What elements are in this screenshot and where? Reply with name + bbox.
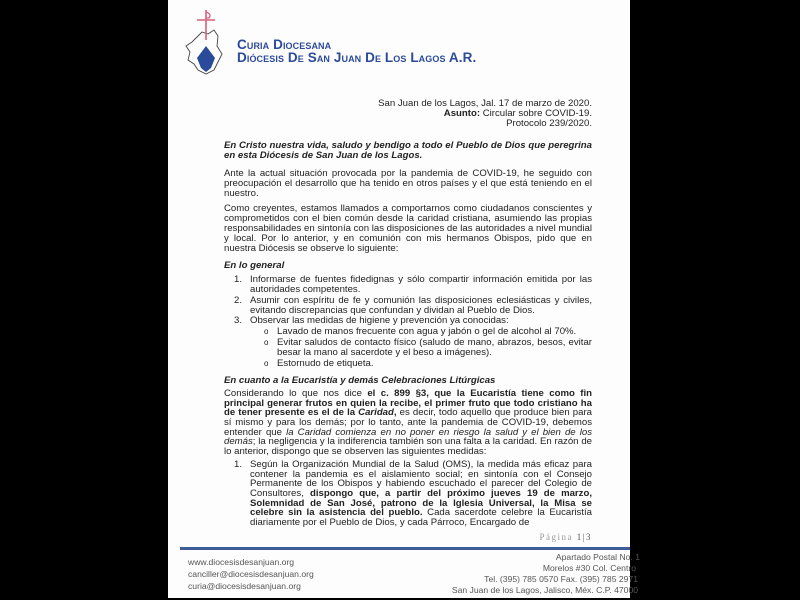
footer-divider: [180, 547, 630, 550]
footer-contacts: [188, 557, 314, 592]
footer-website: www.diocesisdesanjuan.org: [188, 557, 295, 567]
sub-list-item: o Lavado de manos frecuente con agua y jabón o gel de alcohol al 70%.: [264, 326, 577, 338]
sub-list-item: o Evitar saludos de contacto físico (saludo de mano, abrazos, besos, evitar besar la mano al sacerdote y el beso a imágenes).: [264, 336, 592, 358]
general-list: [234, 274, 592, 369]
footer-email-curia: curia@diocesisdesanjuan.org: [188, 580, 301, 591]
sub-list-item: o Estornudo de etiqueta.: [264, 357, 374, 369]
paragraph-2: Como creyentes, estamos llamados a comportarnos como ciudadanos conscientes y comprometidos con el bien común desde la caridad cristiana, asumiendo las propias responsabilidades en sintonía con las disposiciones de las autoridades a nivel mundial y local. Por lo anterior, y en comunión con mis hermanos Obispos, pido que en nuestra Diócesis se observe lo siguiente:: [224, 203, 592, 254]
document-page: [168, 0, 640, 598]
list-item: 3. Observar las medidas de higiene y prevención ya conocidas:: [234, 315, 509, 327]
eucaristia-paragraph: Considerando lo que nos dice el c. 899 §3, que la Eucaristía tiene como fin principal generar frutos en quien la recibe, el primer fruto que todo cristiano ha de tener presente es el de la Caridad, es decir, todo aquello que produce bien para sí mismo y para los demás; por lo tanto, ante la pandemia de COVID-19, debemos entender que la Caridad comienza en no poner en riesgo la salud y el bien de los demás; la negligencia y la indiferencia también son una falta a la caridad. En razón de lo anterior, dispongo que se observen las siguientes medidas:: [224, 388, 593, 457]
subject-label: Asunto:: [443, 107, 481, 119]
protocol: Protocolo 239/2020.: [506, 117, 592, 129]
footer-email-canciller: canciller@diocesisdesanjuan.org: [188, 568, 314, 579]
bullet-icon: o: [264, 327, 269, 337]
paragraph-1: Ante la actual situación provocada por la pandemia de COVID-19, he seguido con preocupación el desarrollo que ha tenido en otros países y el que está teniendo en el nuestro.: [224, 167, 592, 199]
header-title-2: Diócesis De San Juan De Los Lagos A.R.: [237, 50, 477, 65]
eucaristia-item-1: 1. Según la Organización Mundial de la Salud (OMS), la medida más eficaz para contener la pandemia es el aislamiento social; en sintonía con el Consejo Permanente de los Obispos y habiendo escuchado el parecer del Colegio de Consultores, dispongo que, a partir del próximo jueves 19 de marzo, Solemnidad de San José, patrono de la Iglesia Universal, la Misa se celebre sin la asistencia del pueblo. Cada sacerdote celebre la Eucaristía diariamente por el Pueblo de Dios, y cada Párroco, Encargado de: [234, 459, 592, 528]
subject-text: Circular sobre COVID-19.: [480, 107, 592, 119]
letter-body: [224, 95, 592, 542]
bullet-icon: o: [264, 337, 269, 347]
meta-block: [224, 99, 592, 128]
list-item: 2. Asumir con espíritu de fe y comunión las disposiciones eclesiásticas y civiles, evitando discrepancias que confundan y dividan al Pueblo de Dios.: [234, 294, 592, 316]
section-heading-general: En lo general: [224, 260, 285, 272]
footer-address: Apartado Postal No. 1 Morelos #30 Col. Centro Tel. (395) 785 0570 Fax. (395) 785 2971 San Juan de los Lagos, Jalisco, Méx. C.P. 47000: [451, 552, 640, 595]
diocese-logo: [184, 10, 228, 78]
page-number: Página 1|3: [539, 532, 592, 543]
bullet-icon: o: [264, 358, 269, 368]
greeting: En Cristo nuestra vida, saludo y bendigo a todo el Pueblo de Dios que peregrina en esta Diócesis de San Juan de los Lagos.: [224, 140, 592, 162]
section-heading-eucaristia: En cuanto a la Eucaristía y demás Celebraciones Litúrgicas: [224, 375, 496, 387]
header-title-1: Curia Diocesana: [237, 37, 332, 52]
place-date: San Juan de los Lagos, Jal. 17 de marzo de 2020.: [378, 98, 592, 109]
list-item: 1. Informarse de fuentes fidedignas y sólo compartir información emitida por las autoridades competentes.: [234, 274, 592, 295]
